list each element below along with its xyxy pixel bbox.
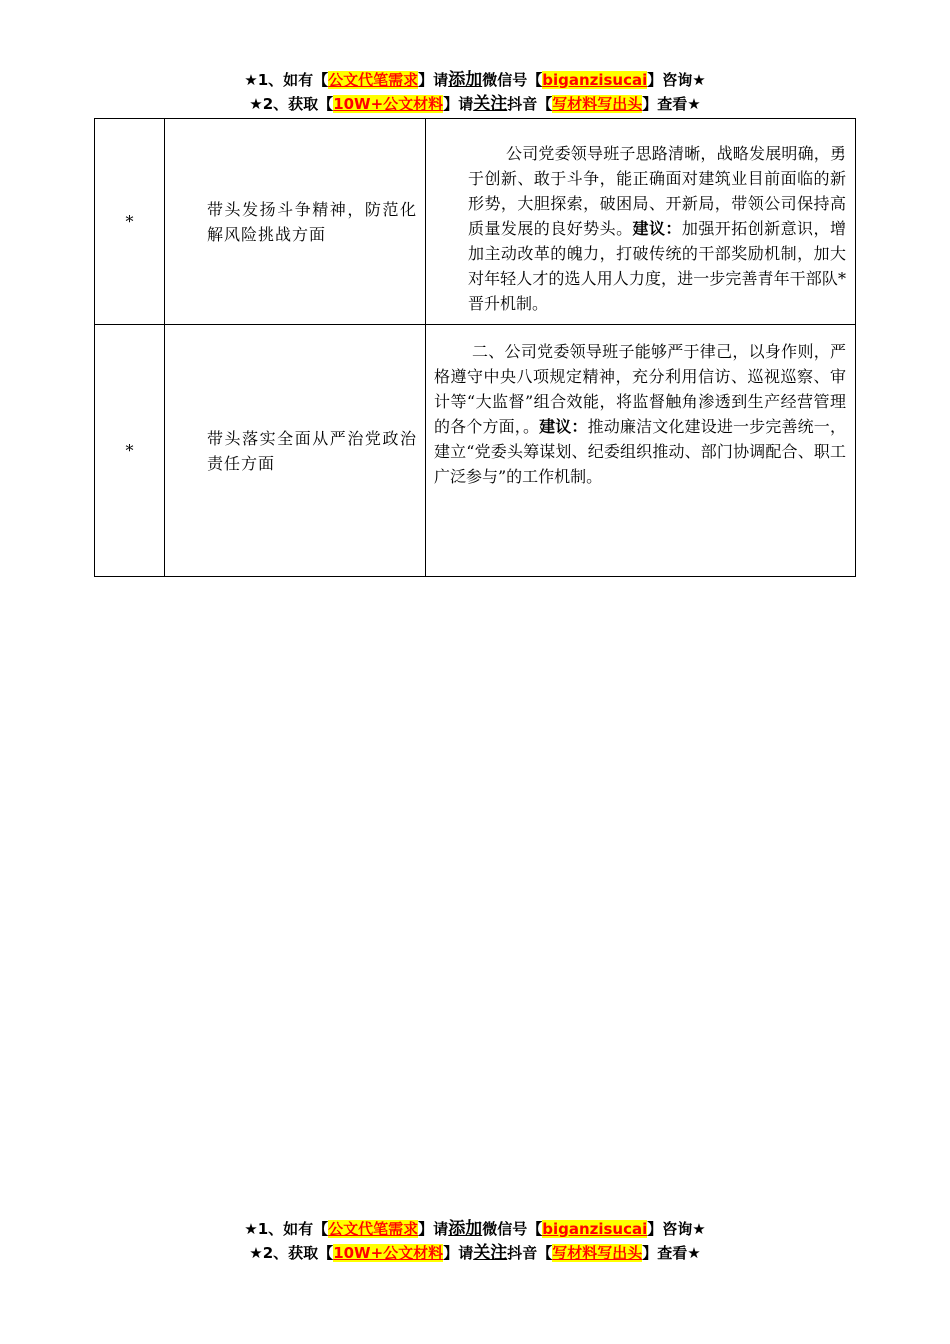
banner-line-2 (0, 1241, 950, 1265)
banner-text: 】请 (418, 71, 449, 89)
banner-line-1 (0, 68, 950, 92)
row-topic-cell (165, 119, 426, 325)
footer-banner (0, 1217, 950, 1265)
banner-text: ★2、获取【 (249, 95, 334, 113)
banner-text: 】请 (418, 1220, 449, 1238)
banner-text: ★1、如有【 (244, 71, 329, 89)
banner-text: 抖音【 (507, 1244, 553, 1262)
banner-emphasis: 关注 (473, 94, 508, 114)
banner-text: ★2、获取【 (249, 1244, 334, 1262)
banner-highlight: 公文代笔需求 (328, 1220, 419, 1238)
suggestion-keyword: 建议： (539, 417, 588, 436)
banner-highlight: 写材料写出头 (552, 95, 643, 113)
row-body (434, 141, 846, 316)
banner-text: 】查看★ (642, 95, 701, 113)
suggestion-keyword: 建议： (632, 219, 682, 238)
row-body (434, 339, 846, 489)
banner-text: 】咨询★ (647, 71, 706, 89)
banner-highlight: biganzisucai (542, 1220, 648, 1238)
banner-emphasis: 添加 (448, 70, 483, 90)
row-topic: 带头发扬斗争精神，防范化解风险挑战方面 (207, 199, 417, 244)
banner-text: 】请 (443, 1244, 474, 1262)
row-body-cell (426, 119, 856, 325)
banner-text: 】咨询★ (647, 1220, 706, 1238)
body-text: 二、公司党委领导班子能够严于律己，以身作则，严格遵守中央八项规定精神，充分利用信访、巡视巡察、审计等“大监督”组合效能，将监督触角渗透到生产经营管理的各个方面，。 (434, 342, 846, 436)
header-banner (0, 68, 950, 116)
banner-text: 】查看★ (642, 1244, 701, 1262)
banner-highlight: 公文代笔需求 (328, 71, 419, 89)
row-body-cell (426, 325, 856, 577)
banner-text: ★1、如有【 (244, 1220, 329, 1238)
banner-highlight: 10W+公文材料 (333, 95, 444, 113)
banner-text: 抖音【 (507, 95, 553, 113)
banner-text: 】请 (443, 95, 474, 113)
banner-emphasis: 关注 (473, 1243, 508, 1263)
row-topic-cell (165, 325, 426, 577)
suggestion-text: 加强开拓创新意识，增加主动改革的魄力，打破传统的干部奖励机制，加大对年轻人才的选人用人力度，进一步完善青年干部队*晋升机制。 (468, 219, 846, 313)
row-topic: 带头落实全面从严治党政治责任方面 (207, 428, 417, 473)
banner-highlight: 写材料写出头 (552, 1244, 643, 1262)
suggestion-text: 推动廉洁文化建设进一步完善统一，建立“党委头筹谋划、纪委组织推动、部门协调配合、职工广泛参与”的工作机制。 (434, 417, 846, 486)
table-row (95, 119, 856, 325)
banner-highlight: 10W+公文材料 (333, 1244, 444, 1262)
row-number: * (95, 119, 165, 325)
banner-line-2 (0, 92, 950, 116)
banner-text: 微信号【 (482, 1220, 543, 1238)
body-text: 公司党委领导班子思路清晰，战略发展明确，勇于创新、敢于斗争，能正确面对建筑业目前面临的新形势，大胆探索，破困局、开新局，带领公司保持高质量发展的良好势头。 (468, 144, 846, 238)
content-table (94, 118, 856, 577)
banner-emphasis: 添加 (448, 1219, 483, 1239)
row-number: * (95, 325, 165, 577)
banner-line-1 (0, 1217, 950, 1241)
banner-highlight: biganzisucai (542, 71, 648, 89)
table-row (95, 325, 856, 577)
banner-text: 微信号【 (482, 71, 543, 89)
